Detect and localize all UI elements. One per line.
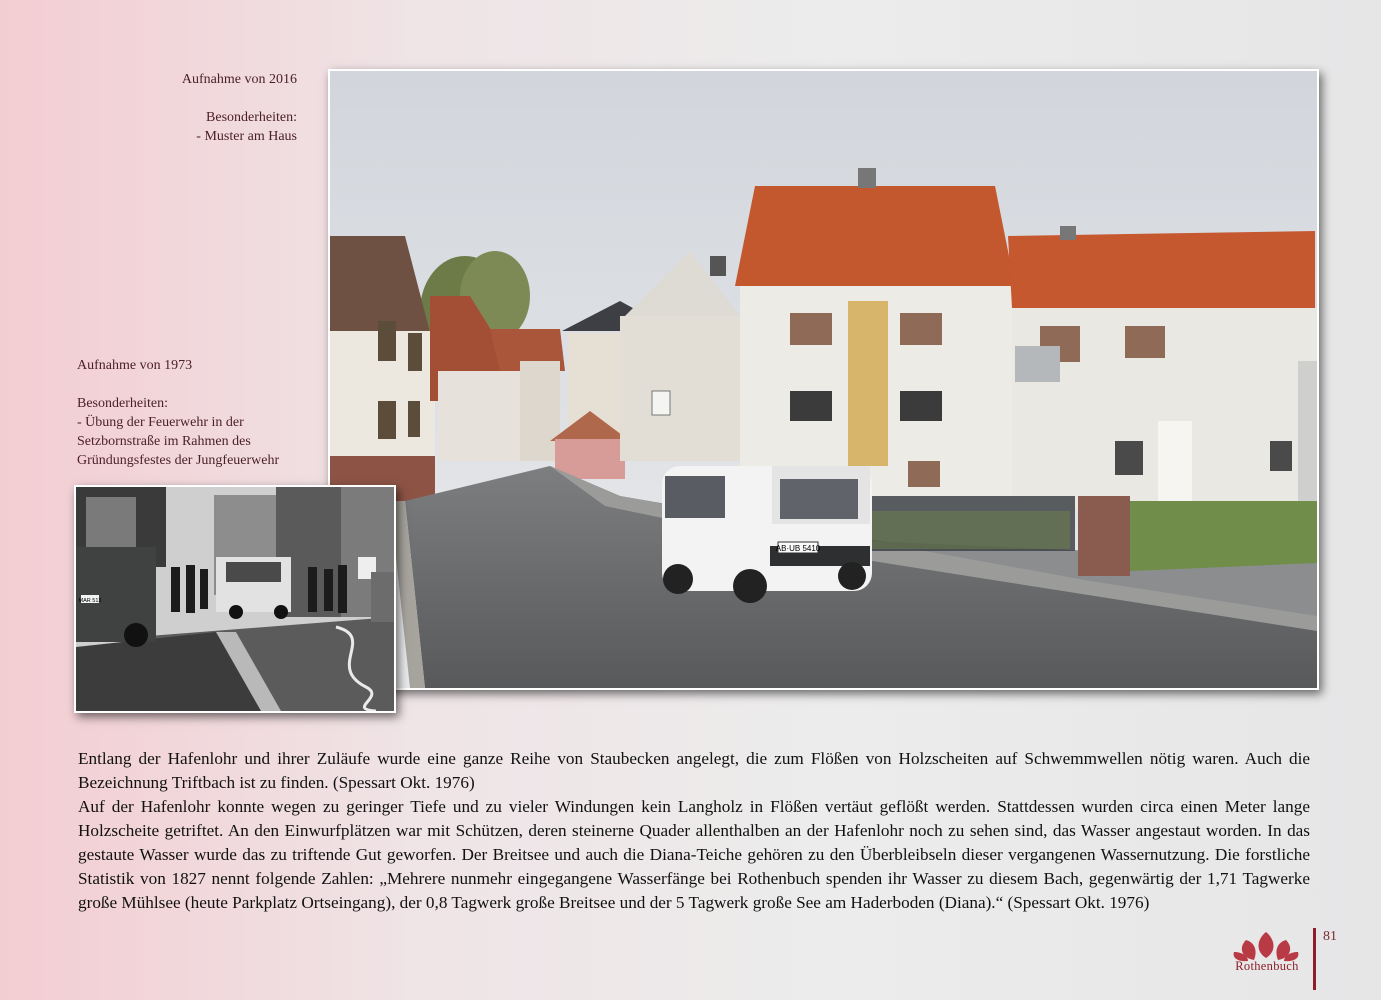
photo-2016-street <box>328 69 1319 690</box>
logo-text: Rothenbuch <box>1235 959 1299 973</box>
caption-1973: Aufnahme von 1973 Besonderheiten: - Übung der Feuerwehr in der Setzbornstraße im Rahmen des Gründungsfestes der Jungfeuerwehr <box>77 358 280 468</box>
car-license-plate: AB·UB 5410 <box>775 544 821 553</box>
article-body <box>78 747 1310 915</box>
page-number: 81 <box>1323 929 1337 944</box>
article-paragraph-1: Entlang der Hafenlohr und ihrer Zuläufe wurde eine ganze Reihe von Staubecken angelegt, die zum Flößen von Holzscheiten auf Schwemmwellen nötig waren. Auch die Bezeichnung Triftbach ist zu finden. (Spessart Okt. 1976) <box>78 749 1310 792</box>
page-divider <box>1313 928 1316 990</box>
article-paragraph-2: Auf der Hafenlohr konnte wegen zu geringer Tiefe und zu vieler Windungen kein Langholz in Flößen vertäut geflößt werden. Stattdessen wurden circa einen Meter lange Holzscheite getriftet. An den Einwurfplätzen war mit Schützen, deren steinerne Quader allenthalben an der Hafenlohr noch zu sehen sind, das Wasser angestaut worden. In das gestaute Wasser wurde das zu triftende Gut geworfen. Der Breitsee und auch die Diana-Teiche gehören zu den Überbleibseln dieser vergangenen Wassernutzung. Die forstliche Statistik von 1827 nennt folgende Zahlen: „Mehrere nunmehr eingegangene Wasserfänge bei Rothenbuch spenden ihr Wasser zu diesem Bach, gegenwärtig der 1,71 Tagwerke große Mühlsee (heute Parkplatz Ortseingang), der 0,8 Tagwerk große Breitsee und der 5 Tagwerk große See am Haderboden (Diana).“ (Spessart Okt. 1976) <box>78 797 1310 912</box>
fire-brigade-photo-1973-image <box>76 487 394 711</box>
street-photo-2016-image <box>330 71 1317 688</box>
truck-license-plate: MAR 513 <box>78 598 102 604</box>
photo-1973-fire-brigade <box>74 485 396 713</box>
caption-2016: Aufnahme von 2016 Besonderheiten: - Muster am Haus <box>181 72 297 144</box>
